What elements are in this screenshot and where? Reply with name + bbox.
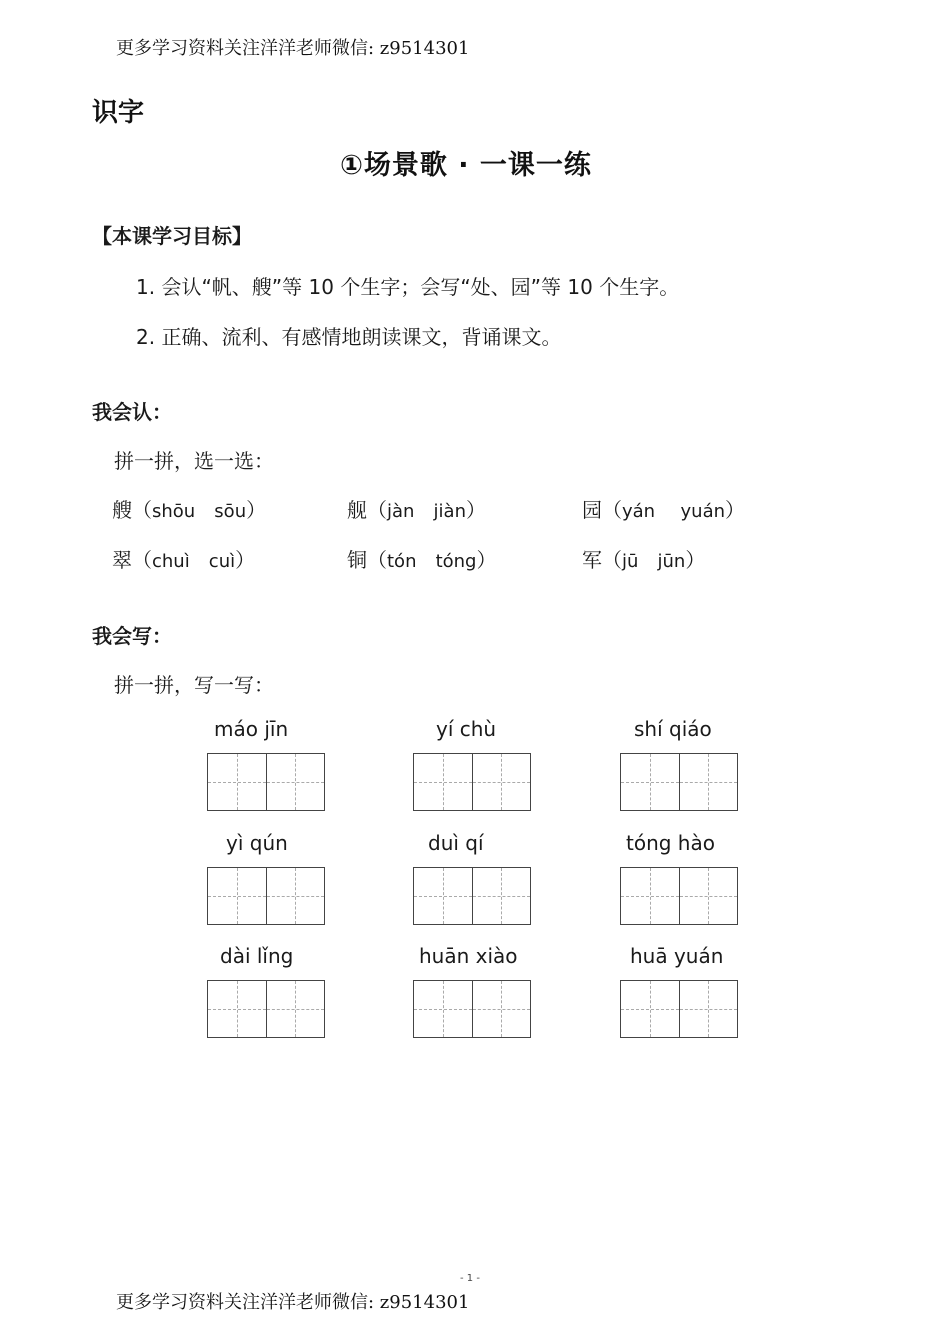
pinyin-option-1[interactable]: jàn <box>387 501 415 522</box>
writing-cell[interactable] <box>679 754 738 810</box>
choice-char: 艘 <box>112 498 132 522</box>
header-banner: 更多学习资料关注洋洋老师微信: z9514301 <box>116 38 470 59</box>
writing-cell[interactable] <box>266 868 325 924</box>
goals-heading: 【本课学习目标】 <box>92 224 252 248</box>
write-pinyin: shí qiáo <box>634 717 712 741</box>
write-heading: 我会写： <box>92 624 172 648</box>
writing-box[interactable] <box>620 980 738 1038</box>
choice-item <box>112 494 266 523</box>
recognize-heading: 我会认： <box>92 400 172 424</box>
close-paren: ） <box>685 548 706 572</box>
open-paren: （ <box>132 498 152 522</box>
pinyin-option-2[interactable]: jūn <box>657 551 686 572</box>
choice-item <box>582 544 705 573</box>
unit-label: 识字 <box>92 98 145 128</box>
writing-cell[interactable] <box>414 754 472 810</box>
close-paren: ） <box>246 498 267 522</box>
pinyin-option-1[interactable]: tón <box>387 551 417 572</box>
writing-cell[interactable] <box>266 754 325 810</box>
writing-cell[interactable] <box>472 868 531 924</box>
writing-cell[interactable] <box>621 754 679 810</box>
writing-cell[interactable] <box>621 981 679 1037</box>
write-pinyin: huān xiào <box>419 944 518 968</box>
writing-cell[interactable] <box>414 868 472 924</box>
close-paren: ） <box>476 548 497 572</box>
choice-char: 园 <box>582 498 602 522</box>
writing-cell[interactable] <box>266 981 325 1037</box>
close-paren: ） <box>725 498 746 522</box>
choice-char: 翠 <box>112 548 132 572</box>
choice-char: 舰 <box>347 498 367 522</box>
goal-item-2: 2. 正确、流利、有感情地朗读课文，背诵课文。 <box>136 325 562 349</box>
writing-cell[interactable] <box>621 868 679 924</box>
choice-char: 铜 <box>347 548 367 572</box>
pinyin-option-2[interactable]: yuán <box>680 501 726 522</box>
pinyin-option-2[interactable]: cuì <box>208 551 236 572</box>
write-pinyin: tóng hào <box>626 831 715 855</box>
pinyin-option-2[interactable]: jiàn <box>433 501 466 522</box>
footer-banner: 更多学习资料关注洋洋老师微信: z9514301 <box>116 1292 470 1313</box>
choice-char: 军 <box>582 548 602 572</box>
goal-item-1: 1. 会认“帆、艘”等 10 个生字；会写“处、园”等 10 个生字。 <box>136 275 680 299</box>
writing-box[interactable] <box>620 867 738 925</box>
writing-box[interactable] <box>207 980 325 1038</box>
close-paren: ） <box>235 548 256 572</box>
writing-box[interactable] <box>620 753 738 811</box>
recognize-prompt: 拼一拼，选一选： <box>114 449 274 473</box>
writing-box[interactable] <box>413 980 531 1038</box>
write-pinyin: yí chù <box>436 717 497 741</box>
open-paren: （ <box>602 498 622 522</box>
page-number: - 1 - <box>460 1273 480 1284</box>
write-pinyin: yì qún <box>226 831 288 855</box>
writing-box[interactable] <box>207 867 325 925</box>
pinyin-option-1[interactable]: yán <box>622 501 656 522</box>
writing-cell[interactable] <box>679 868 738 924</box>
writing-cell[interactable] <box>208 868 266 924</box>
pinyin-option-1[interactable]: chuì <box>152 551 190 572</box>
write-pinyin: máo jīn <box>214 717 289 741</box>
open-paren: （ <box>602 548 622 572</box>
writing-cell[interactable] <box>208 981 266 1037</box>
choice-item <box>112 544 255 573</box>
writing-box[interactable] <box>413 867 531 925</box>
page-title: ①场景歌 · 一课一练 <box>340 150 592 181</box>
open-paren: （ <box>132 548 152 572</box>
writing-cell[interactable] <box>472 981 531 1037</box>
open-paren: （ <box>367 498 387 522</box>
writing-cell[interactable] <box>414 981 472 1037</box>
choice-item <box>347 544 496 573</box>
choice-item <box>347 494 486 523</box>
write-pinyin: dài lǐng <box>220 944 294 968</box>
open-paren: （ <box>367 548 387 572</box>
close-paren: ） <box>465 498 486 522</box>
write-pinyin: huā yuán <box>630 944 724 968</box>
write-pinyin: duì qí <box>428 831 484 855</box>
writing-cell[interactable] <box>208 754 266 810</box>
pinyin-option-1[interactable]: jū <box>622 551 639 572</box>
writing-box[interactable] <box>207 753 325 811</box>
writing-cell[interactable] <box>679 981 738 1037</box>
choice-item <box>582 494 745 523</box>
writing-box[interactable] <box>413 753 531 811</box>
pinyin-option-2[interactable]: sōu <box>214 501 247 522</box>
write-prompt: 拼一拼，写一写： <box>114 673 274 697</box>
pinyin-option-1[interactable]: shōu <box>152 501 196 522</box>
pinyin-option-2[interactable]: tóng <box>435 551 477 572</box>
writing-cell[interactable] <box>472 754 531 810</box>
